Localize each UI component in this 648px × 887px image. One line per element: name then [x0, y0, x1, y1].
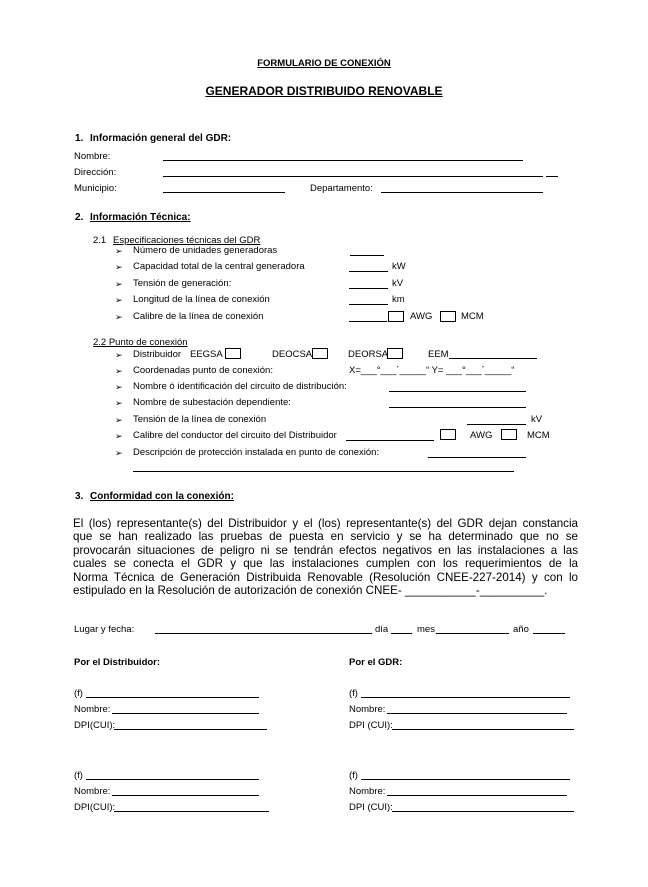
nombre-label: Nombre:	[349, 786, 386, 797]
capacidad-label: Capacidad total de la central generadora	[133, 261, 305, 272]
bullet-icon: ➢	[115, 431, 123, 441]
subestacion-field[interactable]	[389, 407, 526, 408]
deorsa-checkbox[interactable]	[387, 348, 403, 359]
dist1-firma-field[interactable]	[86, 697, 259, 698]
bullet-icon: ➢	[115, 350, 123, 360]
eegsa-checkbox[interactable]	[225, 348, 241, 359]
longitud-unit: km	[392, 294, 405, 305]
awg-checkbox[interactable]	[388, 311, 404, 322]
departamento-field[interactable]	[381, 192, 543, 193]
section3-number: 3.	[75, 491, 84, 502]
nombre-label: Nombre:	[74, 786, 111, 797]
bullet-icon: ➢	[115, 382, 123, 392]
proteccion-label: Descripción de protección instalada en punto de conexión:	[133, 447, 380, 458]
bullet-icon: ➢	[115, 262, 123, 272]
municipio-label: Municipio:	[74, 183, 117, 194]
dpi-label: DPI (CUI):	[349, 802, 393, 813]
bullet-icon: ➢	[115, 246, 123, 256]
gdr1-nombre-field[interactable]	[387, 713, 567, 714]
firma-label: (f)	[74, 770, 83, 781]
bullet-icon: ➢	[115, 295, 123, 305]
proteccion-field-line2[interactable]	[133, 471, 514, 472]
longitud-label: Longitud de la línea de conexión	[133, 294, 270, 305]
section2-number: 2.	[75, 212, 84, 223]
nombre-label: Nombre:	[74, 704, 111, 715]
tension-generacion-unit: kV	[392, 278, 404, 289]
section3-heading: Conformidad con la conexión:	[90, 491, 234, 502]
dia-field[interactable]	[391, 633, 412, 634]
direccion-label: Dirección:	[74, 167, 117, 178]
num-unidades-label: Número de unidades generadoras	[133, 245, 278, 256]
direccion-field[interactable]	[163, 176, 543, 177]
deocsa-checkbox[interactable]	[312, 348, 328, 359]
coordenadas-label: Coordenadas punto de conexión:	[133, 365, 273, 376]
dia-label: día	[375, 624, 389, 635]
subsection-2-1-number: 2.1	[93, 235, 107, 246]
paragraph-line: cuales se conecta el GDR y que las instalaciones cumplen con los requerimientos de la	[73, 557, 578, 571]
subsection-2-1-title: Especificaciones técnicas del GDR	[113, 235, 261, 246]
bullet-icon: ➢	[115, 312, 123, 322]
direccion-field-extra[interactable]	[546, 176, 558, 177]
eem-field[interactable]	[449, 358, 537, 359]
bullet-icon: ➢	[115, 415, 123, 425]
longitud-field[interactable]	[349, 304, 388, 305]
paragraph-line: provocarán situaciones de peligro ni se tendrán efectos negativos en las instalaciones a las	[73, 543, 578, 557]
tension-generacion-label: Tensión de generación:	[133, 278, 232, 289]
coordenadas-field[interactable]: X=___°___´_____“ Y= ___°___´_____“	[349, 365, 515, 376]
awg-label: AWG	[410, 311, 433, 322]
bullet-icon: ➢	[115, 366, 123, 376]
proteccion-field[interactable]	[428, 457, 526, 458]
dpi-label: DPI (CUI):	[349, 720, 393, 731]
tension-generacion-field[interactable]	[349, 288, 388, 289]
tension-linea-label: Tensión de la línea de conexión	[133, 414, 267, 425]
gdr1-firma-field[interactable]	[361, 697, 570, 698]
por-distribuidor-heading: Por el Distribuidor:	[74, 657, 161, 668]
firma-label: (f)	[349, 688, 358, 699]
dist1-dpi-field[interactable]	[114, 729, 267, 730]
calibre-dist-label: Calibre del conductor del circuito del Distribuidor	[133, 430, 337, 441]
paragraph-line: Norma Técnica de Generación Distribuida Renovable (Resolución CNEE-227-2014) y con lo	[73, 570, 578, 584]
deocsa-label: DEOCSA	[272, 349, 313, 360]
subestacion-label: Nombre de subestación dependiente:	[133, 397, 291, 408]
gdr2-firma-field[interactable]	[361, 779, 570, 780]
bullet-icon: ➢	[115, 448, 123, 458]
municipio-field[interactable]	[163, 192, 285, 193]
calibre-dist-field[interactable]	[346, 440, 434, 441]
calibre-linea-label: Calibre de la línea de conexión	[133, 311, 264, 322]
departamento-label: Departamento:	[310, 183, 373, 194]
circuito-field[interactable]	[389, 391, 526, 392]
bullet-icon: ➢	[115, 279, 123, 289]
lugar-fecha-field[interactable]	[155, 633, 372, 634]
nombre-label: Nombre:	[74, 151, 111, 162]
section1-number: 1.	[75, 133, 84, 144]
bullet-icon: ➢	[115, 398, 123, 408]
anio-label: año	[513, 624, 529, 635]
circuito-label: Nombre ó identificación del circuito de distribución:	[133, 381, 347, 392]
gdr2-dpi-field[interactable]	[392, 811, 574, 812]
gdr2-nombre-field[interactable]	[387, 795, 567, 796]
tension-linea-field[interactable]	[467, 424, 526, 425]
awg-dist-label: AWG	[470, 430, 493, 441]
por-gdr-heading: Por el GDR:	[349, 657, 403, 668]
mcm-dist-checkbox[interactable]	[501, 429, 517, 440]
dist2-firma-field[interactable]	[86, 779, 259, 780]
anio-field[interactable]	[533, 633, 565, 634]
capacidad-field[interactable]	[349, 271, 388, 272]
nombre-label: Nombre:	[349, 704, 386, 715]
awg-dist-checkbox[interactable]	[440, 429, 456, 440]
main-title: GENERADOR DISTRIBUIDO RENOVABLE	[205, 84, 443, 98]
paragraph-line: estipulado en la Resolución de autorización de conexión CNEE- ___________-__________.	[73, 584, 548, 598]
distribuidor-label: Distribuidor	[133, 349, 182, 360]
paragraph-line: que se han realizado las pruebas de puesta en servicio y se ha determinado que no se	[73, 530, 578, 544]
eegsa-label: EEGSA	[190, 349, 223, 360]
deorsa-label: DEORSA	[348, 349, 389, 360]
calibre-linea-field[interactable]	[349, 321, 387, 322]
section2-heading: Información Técnica:	[90, 212, 191, 223]
paragraph-line: El (los) representante(s) del Distribuidor y el (los) representante(s) del GDR dejan constancia	[73, 517, 578, 530]
lugar-fecha-label: Lugar y fecha:	[74, 624, 135, 635]
dpi-label: DPI(CUI):	[74, 802, 116, 813]
capacidad-unit: kW	[392, 261, 406, 272]
num-unidades-field[interactable]	[350, 255, 384, 256]
tension-linea-unit: kV	[531, 414, 543, 425]
dist2-dpi-field[interactable]	[114, 811, 269, 812]
mcm-label: MCM	[461, 311, 484, 322]
gdr1-dpi-field[interactable]	[392, 729, 574, 730]
section1-heading: Información general del GDR:	[90, 133, 232, 144]
mcm-dist-label: MCM	[527, 430, 550, 441]
mcm-checkbox[interactable]	[440, 311, 456, 322]
eem-label: EEM	[428, 349, 449, 360]
conformidad-paragraph	[73, 517, 578, 597]
subsection-2-2-title: 2.2 Punto de conexión	[93, 337, 188, 348]
mes-label: mes	[417, 624, 435, 635]
firma-label: (f)	[74, 688, 83, 699]
firma-label: (f)	[349, 770, 358, 781]
form-title: FORMULARIO DE CONEXIÓN	[257, 58, 391, 69]
mes-field[interactable]	[436, 633, 509, 634]
dist1-nombre-field[interactable]	[112, 713, 259, 714]
dist2-nombre-field[interactable]	[112, 795, 259, 796]
nombre-field[interactable]	[163, 160, 523, 161]
dpi-label: DPI(CUI):	[74, 720, 116, 731]
